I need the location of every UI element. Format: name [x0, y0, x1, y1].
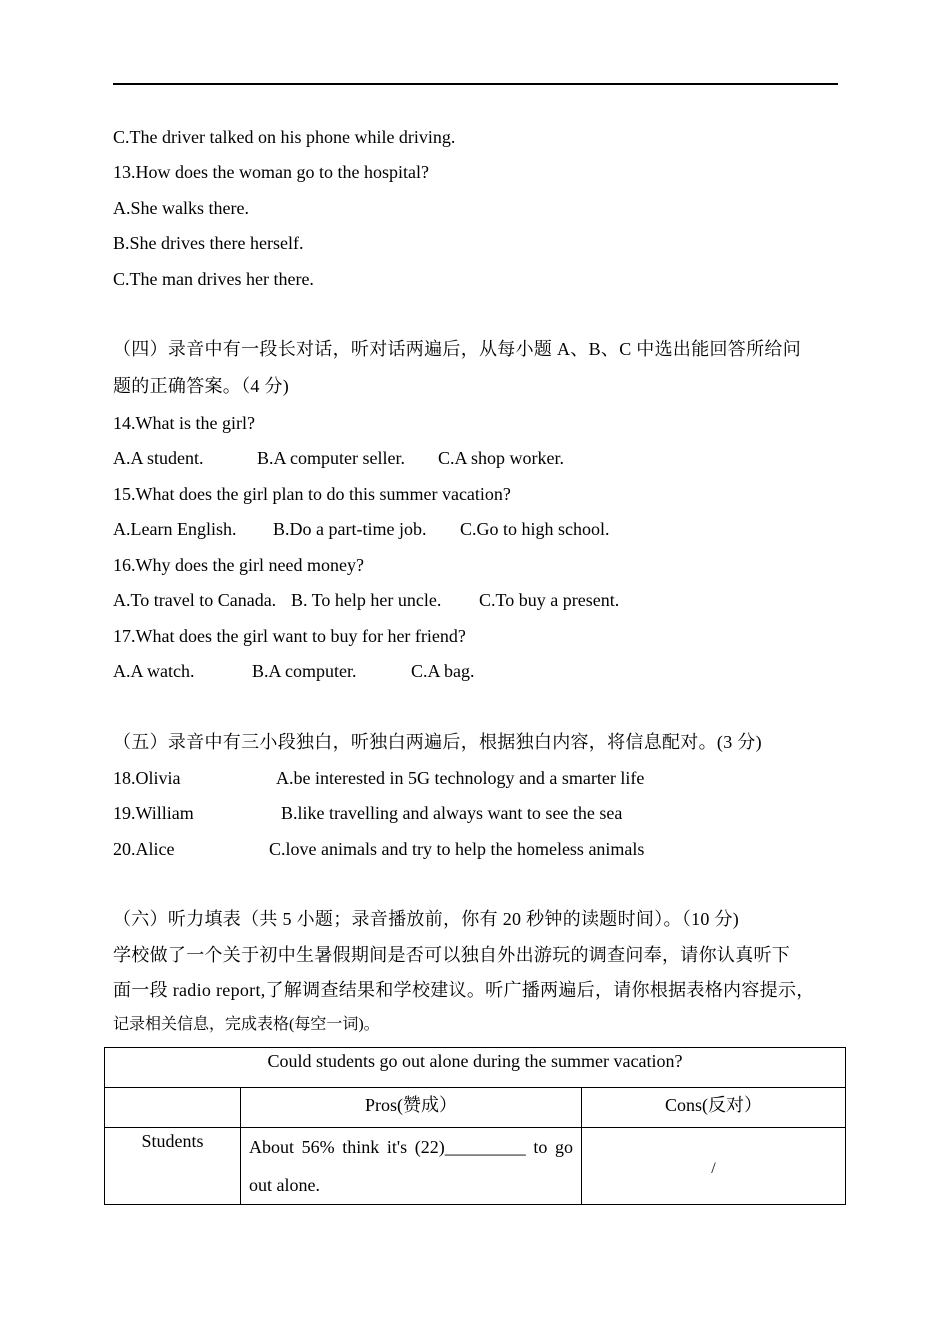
q15-question: 15.What does the girl plan to do this summer vacation? [113, 484, 511, 504]
table-cons-header: Cons(反对） [582, 1088, 846, 1128]
section6-paragraph-line2: 面一段 radio report,了解调查结果和学校建议。听广播两遍后，请你根据表格内容提示， [113, 980, 815, 1000]
q15-option-a: A.Learn English. [113, 519, 237, 539]
table-pros-answer-text: About 56% think it's (22)_________ to go out alone. [249, 1137, 573, 1195]
q13-option-c: C.The man drives her there. [113, 269, 314, 289]
section4-instruction-line1: （四）录音中有一段长对话，听对话两遍后，从每小题 A、B、C 中选出能回答所给问 [113, 339, 802, 359]
table-pros-header: Pros(赞成） [241, 1088, 582, 1128]
q13-question: 13.How does the woman go to the hospital? [113, 162, 429, 182]
table-cons-value: / [711, 1160, 716, 1177]
header-rule [113, 83, 838, 85]
q14-option-a: A.A student. [113, 448, 204, 468]
table-cons-cell [582, 1128, 846, 1205]
q14-option-c: C.A shop worker. [438, 448, 564, 468]
table-empty-header-cell [105, 1088, 241, 1128]
section6-instruction: （六）听力填表（共 5 小题；录音播放前，你有 20 秒钟的读题时间）。（10 分) [113, 909, 740, 929]
q18-option: A.be interested in 5G technology and a smarter life [276, 768, 645, 788]
section4-instruction-line2: 题的正确答案。（4 分) [113, 376, 290, 396]
section6-paragraph-line3: 记录相关信息，完成表格(每空一词)。 [113, 1016, 380, 1033]
section5-instruction: （五）录音中有三小段独白，听独白两遍后，根据独白内容，将信息配对。(3 分) [113, 732, 762, 752]
q20-name: 20.Alice [113, 839, 175, 859]
q14-question: 14.What is the girl? [113, 413, 255, 433]
q13-option-b: B.She drives there herself. [113, 233, 304, 253]
q16-option-c: C.To buy a present. [479, 590, 620, 610]
q17-option-c: C.A bag. [411, 661, 475, 681]
q19-option: B.like travelling and always want to see the sea [281, 803, 623, 823]
survey-table [104, 1047, 846, 1205]
table-row-label-students: Students [105, 1128, 241, 1205]
section6-paragraph-line1: 学校做了一个关于初中生暑假期间是否可以独自外出游玩的调查问奉，请你认真听下 [113, 945, 791, 965]
q13-option-a: A.She walks there. [113, 198, 249, 218]
q17-option-a: A.A watch. [113, 661, 195, 681]
q17-option-b: B.A computer. [252, 661, 357, 681]
table-pros-cell [241, 1128, 582, 1205]
q16-option-a: A.To travel to Canada. [113, 590, 277, 610]
q12-option-c: C.The driver talked on his phone while driving. [113, 127, 456, 147]
q15-option-c: C.Go to high school. [460, 519, 610, 539]
q17-question: 17.What does the girl want to buy for her friend? [113, 626, 466, 646]
q19-name: 19.William [113, 803, 194, 823]
q14-option-b: B.A computer seller. [257, 448, 405, 468]
q16-question: 16.Why does the girl need money? [113, 555, 364, 575]
q18-name: 18.Olivia [113, 768, 181, 788]
q20-option: C.love animals and try to help the homeless animals [269, 839, 645, 859]
q15-option-b: B.Do a part-time job. [273, 519, 427, 539]
q16-option-b: B. To help her uncle. [291, 590, 442, 610]
table-title: Could students go out alone during the summer vacation? [105, 1048, 846, 1088]
